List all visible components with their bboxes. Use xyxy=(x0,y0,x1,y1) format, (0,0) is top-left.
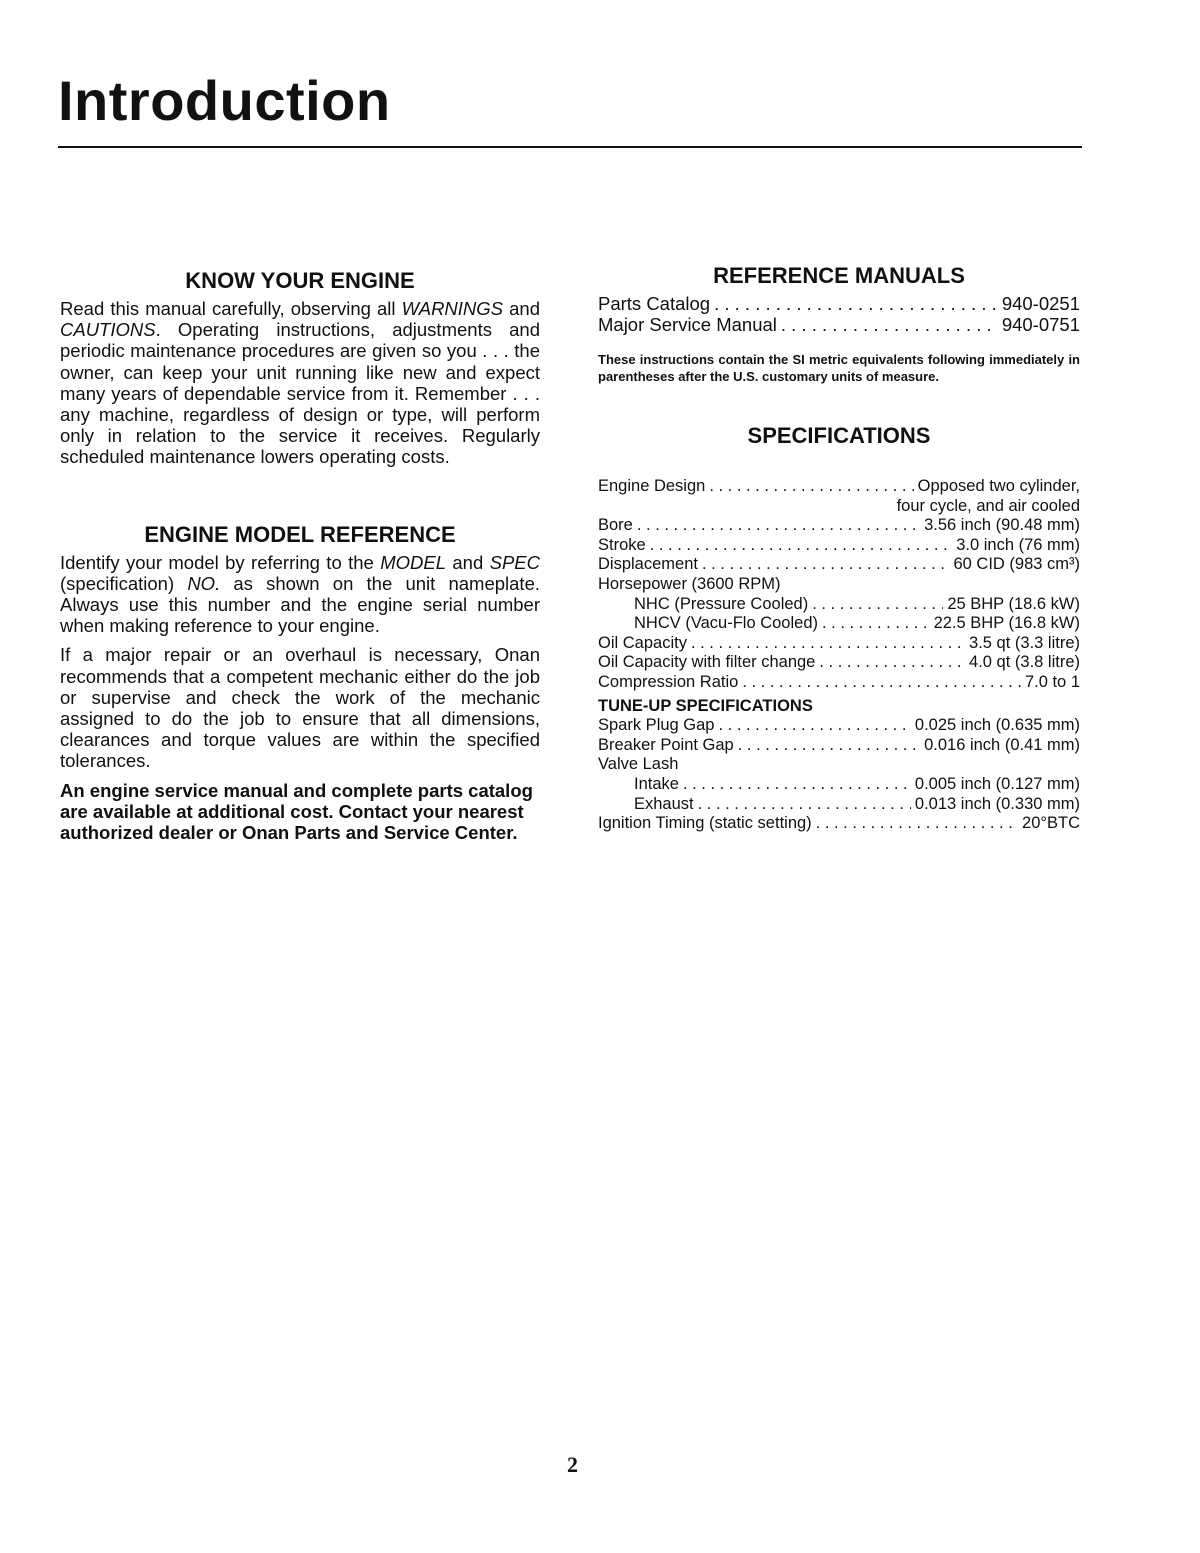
engine-model-reference-heading: ENGINE MODEL REFERENCE xyxy=(144,521,456,547)
model-paragraph: Identify your model by referring to the MODEL and SPEC (specification) NO. as shown on the unit nameplate. Always use this number and the engine serial number when making reference to your engine. xyxy=(60,551,540,637)
spec-nhcv: NHCV (Vacu-Flo Cooled) . . . 22.5 BHP (16.8 kW) xyxy=(598,614,1080,634)
title-rule xyxy=(58,146,1082,148)
spec-compression: Compression Ratio . . . 7.0 to 1 xyxy=(598,673,1080,693)
reference-manuals-heading: REFERENCE MANUALS xyxy=(713,263,965,288)
know-your-engine-paragraph: Read this manual carefully, observing all WARNINGS and CAUTIONS. Operating instructions, adjustments and periodic maintenance procedures are given so you . . . the owner, can keep your unit running like new and expect many years of dependable service from it. Remember . . . any machine, regardless of design or type, will perform only in relation to the service it receives. Regularly scheduled maintenance lowers operating costs. xyxy=(60,298,540,468)
spec-nhc: NHC (Pressure Cooled) . . . 25 BHP (18.6 kW) xyxy=(598,595,1080,615)
left-column xyxy=(60,268,540,843)
spec-spark-plug: Spark Plug Gap . . . 0.025 inch (0.635 mm) xyxy=(598,716,1080,736)
repair-paragraph: If a major repair or an overhaul is necessary, Onan recommends that a competent mechanic either do the job or supervise and check the work of the mechanic assigned to do the job to ensure that all dimensions, clearances and torque values are within the specified tolerances. xyxy=(60,644,540,772)
spec-breaker: Breaker Point Gap . . . 0.016 inch (0.41 mm) xyxy=(598,736,1080,756)
spec-oil-capacity: Oil Capacity . . . 3.5 qt (3.3 litre) xyxy=(598,634,1080,654)
manual-row-major-service: Major Service Manual . . . 940-0751 xyxy=(598,314,1080,335)
spec-bore: Bore . . . 3.56 inch (90.48 mm) xyxy=(598,516,1080,536)
know-your-engine-heading: KNOW YOUR ENGINE xyxy=(185,268,415,293)
spec-horsepower-label: Horsepower (3600 RPM) xyxy=(598,574,781,593)
right-column xyxy=(598,263,1080,834)
spec-exhaust: Exhaust . . . 0.013 inch (0.330 mm) xyxy=(598,795,1080,815)
spec-ignition: Ignition Timing (static setting) . . . 20°BTC xyxy=(598,814,1080,834)
spec-oil-capacity-filter: Oil Capacity with filter change . . . 4.0 qt (3.8 litre) xyxy=(598,653,1080,673)
si-metric-note: These instructions contain the SI metric equivalents following immediately in parentheses after the U.S. customary units of measure. xyxy=(598,352,1080,384)
spec-intake: Intake . . . 0.005 inch (0.127 mm) xyxy=(598,775,1080,795)
manual-row-parts-catalog: Parts Catalog . . . 940-0251 xyxy=(598,293,1080,314)
tuneup-heading: TUNE-UP SPECIFICATIONS xyxy=(598,696,813,715)
page-title: Introduction xyxy=(58,69,391,132)
spec-engine-design: Engine Design . . . Opposed two cylinder, xyxy=(598,477,1080,497)
spec-engine-design-cont: four cycle, and air cooled xyxy=(896,496,1080,515)
specifications-heading: SPECIFICATIONS xyxy=(747,423,931,448)
service-manual-paragraph: An engine service manual and complete parts catalog are available at additional cost. Contact your nearest authorized dealer or Onan Parts and Service Center. xyxy=(60,779,533,844)
spec-valve-lash-label: Valve Lash xyxy=(598,755,679,774)
spec-stroke: Stroke . . . 3.0 inch (76 mm) xyxy=(598,536,1080,556)
page-number: 2 xyxy=(567,1452,578,1477)
spec-displacement: Displacement . . . 60 CID (983 cm³) xyxy=(598,555,1080,575)
